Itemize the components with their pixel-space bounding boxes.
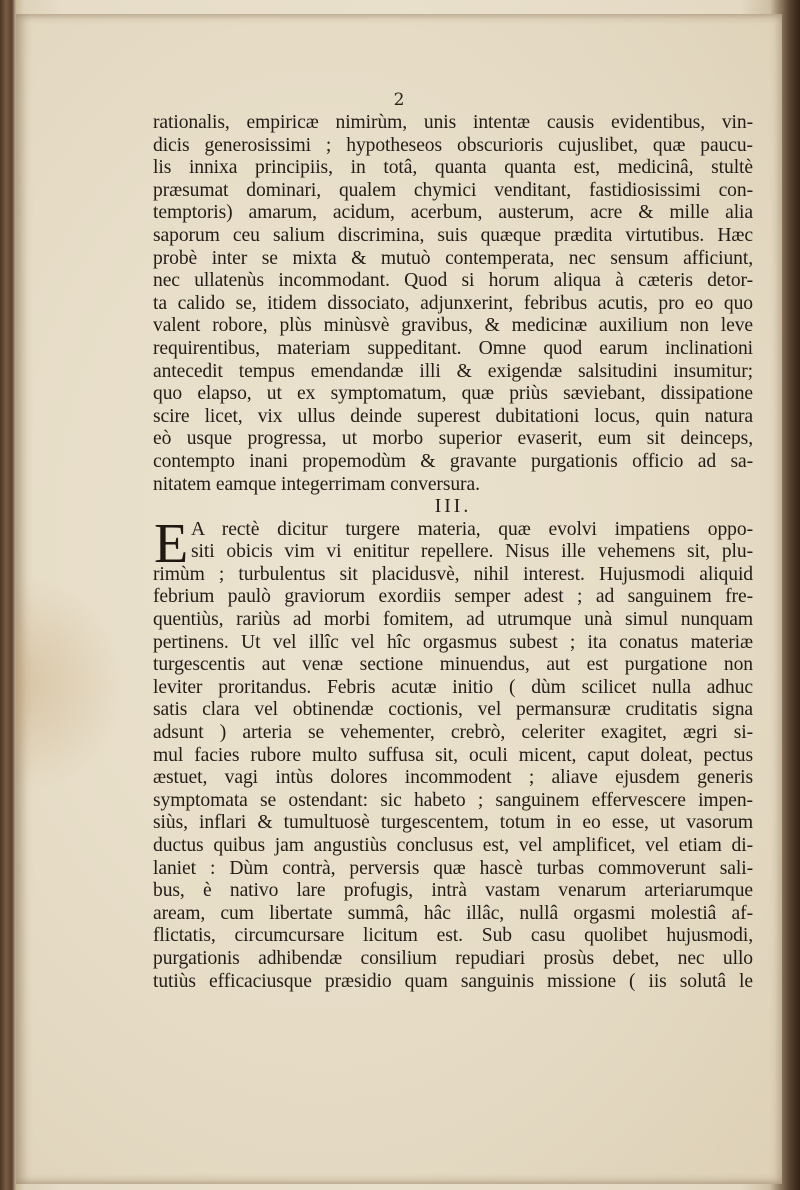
text-line: aream, cum libertate summâ, hâc illâc, nullâ orgasmi molestiâ af- xyxy=(153,902,753,924)
page-number: 2 xyxy=(393,90,405,110)
text-line: pertinens. Ut vel illîc vel hîc orgasmus subest ; ita conatus materiæ xyxy=(153,631,753,653)
text-line: præsumat dominari, qualem chymici venditant, fastidiosissimi con- xyxy=(153,179,753,201)
text-line: eò usque progressa, ut morbo superior evaserit, eum sit deinceps, xyxy=(153,428,753,450)
text-line: rimùm ; turbulentus sit placidusvè, nihil interest. Hujusmodi aliquid xyxy=(153,563,753,585)
text-line: contempto inani propemodùm & gravante purgationis officio ad sa- xyxy=(153,450,753,472)
text-line: æstuet, vagi intùs dolores incommodent ; aliave ejusdem generis xyxy=(153,767,753,789)
text-line: dicis generosissimi ; hypotheseos obscurioris cujuslibet, quæ paucu- xyxy=(153,134,753,156)
text-line: A rectè dicitur turgere materia, quæ evolvi impatiens oppo- xyxy=(191,518,753,540)
text-line: scire licet, vix ullus deinde superest dubitationi locus, quin natura xyxy=(153,405,753,427)
text-line: lis innixa principiis, in totâ, quanta quanta est, medicinâ, stultè xyxy=(153,157,753,179)
paragraph-1 xyxy=(153,112,753,496)
text-line: nec ullatenùs incommodant. Quod si horum aliqua à cæteris detor- xyxy=(153,270,753,292)
text-line: nitatem eamque integerrimam conversura. xyxy=(153,473,480,495)
paragraph-2 xyxy=(153,512,753,993)
text-line: antecedit tempus emendandæ illi & exigendæ salsitudini insumitur; xyxy=(153,360,753,382)
text-line: laniet : Dùm contrà, perversis quæ hascè turbas commoverunt sali- xyxy=(153,857,753,879)
text-line: ta calido se, itidem dissociato, adjunxerint, febribus acutis, pro eo quo xyxy=(153,292,753,314)
text-line: siùs, inflari & tumultuosè turgescentem, totum in eo esse, ut vasorum xyxy=(153,812,753,834)
text-line: mul facies rubore multo suffusa sit, oculi micent, caput doleat, pectus xyxy=(153,744,753,766)
text-line: flictatis, circumcursare licitum est. Sub casu quolibet hujusmodi, xyxy=(153,925,753,947)
book-page xyxy=(16,14,782,1184)
text-line: ductus quibus jam angustiùs conclusus est, vel amplificet, vel etiam di- xyxy=(153,835,753,856)
text-line: quentiùs, rariùs ad morbi fomitem, ad utrumque unà simul nunquam xyxy=(153,609,753,631)
text-line: saporum ceu salium discrimina, suis quæque prædita virtutibus. Hæc xyxy=(153,224,753,246)
text-line: temptoris) amarum, acidum, acerbum, austerum, acre & mille alia xyxy=(153,202,753,224)
text-line: requirentibus, materiam suppeditant. Omne quod earum inclinationi xyxy=(153,337,753,359)
text-line: turgescentis aut venæ sectione minuendus, aut est purgatione non xyxy=(153,654,753,676)
text-line: satis clara vel obtinendæ coctionis, vel permansuræ cruditatis signa xyxy=(153,699,753,721)
drop-cap: E xyxy=(154,512,189,575)
text-line: symptomata se ostendant: sic habeto ; sanguinem effervescere impen- xyxy=(153,789,753,811)
text-line: valent robore, plùs minùsvè gravibus, & medicinæ auxilium non leve xyxy=(153,315,753,337)
page-body xyxy=(153,112,753,993)
text-line: febrium paulò graviorum exordiis semper adest ; ad sanguinem fre- xyxy=(153,586,753,608)
text-line: probè inter se mixta & mutuò contemperata, nec sensum afficiunt, xyxy=(153,247,753,269)
text-line: quo elapso, ut ex symptomatum, quæ priùs sæviebant, dissipatione xyxy=(153,383,753,405)
text-line: purgationis adhibendæ consilium repudiari prosùs debet, nec ullo xyxy=(153,947,753,969)
text-line: bus, è nativo lare profugis, intrà vastam venarum arteriarumque xyxy=(153,880,753,902)
page-edge-shadow xyxy=(782,0,800,1190)
text-line: leviter proritandus. Febris acutæ initio ( dùm scilicet nulla adhuc xyxy=(153,676,753,698)
text-line: tutiùs efficaciusque præsidio quam sanguinis missione ( iis solutâ le xyxy=(153,970,753,992)
text-line: rationalis, empiricæ nimirùm, unis intentæ causis evidentibus, vin- xyxy=(153,112,753,133)
water-stain xyxy=(16,574,126,794)
section-heading: III. xyxy=(434,496,472,518)
text-line: adsunt ) arteria se vehementer, crebrò, celeriter exagitet, ægri si- xyxy=(153,722,753,744)
text-line: siti obicis vim vi enititur repellere. Nisus ille vehemens sit, plu- xyxy=(191,541,753,563)
